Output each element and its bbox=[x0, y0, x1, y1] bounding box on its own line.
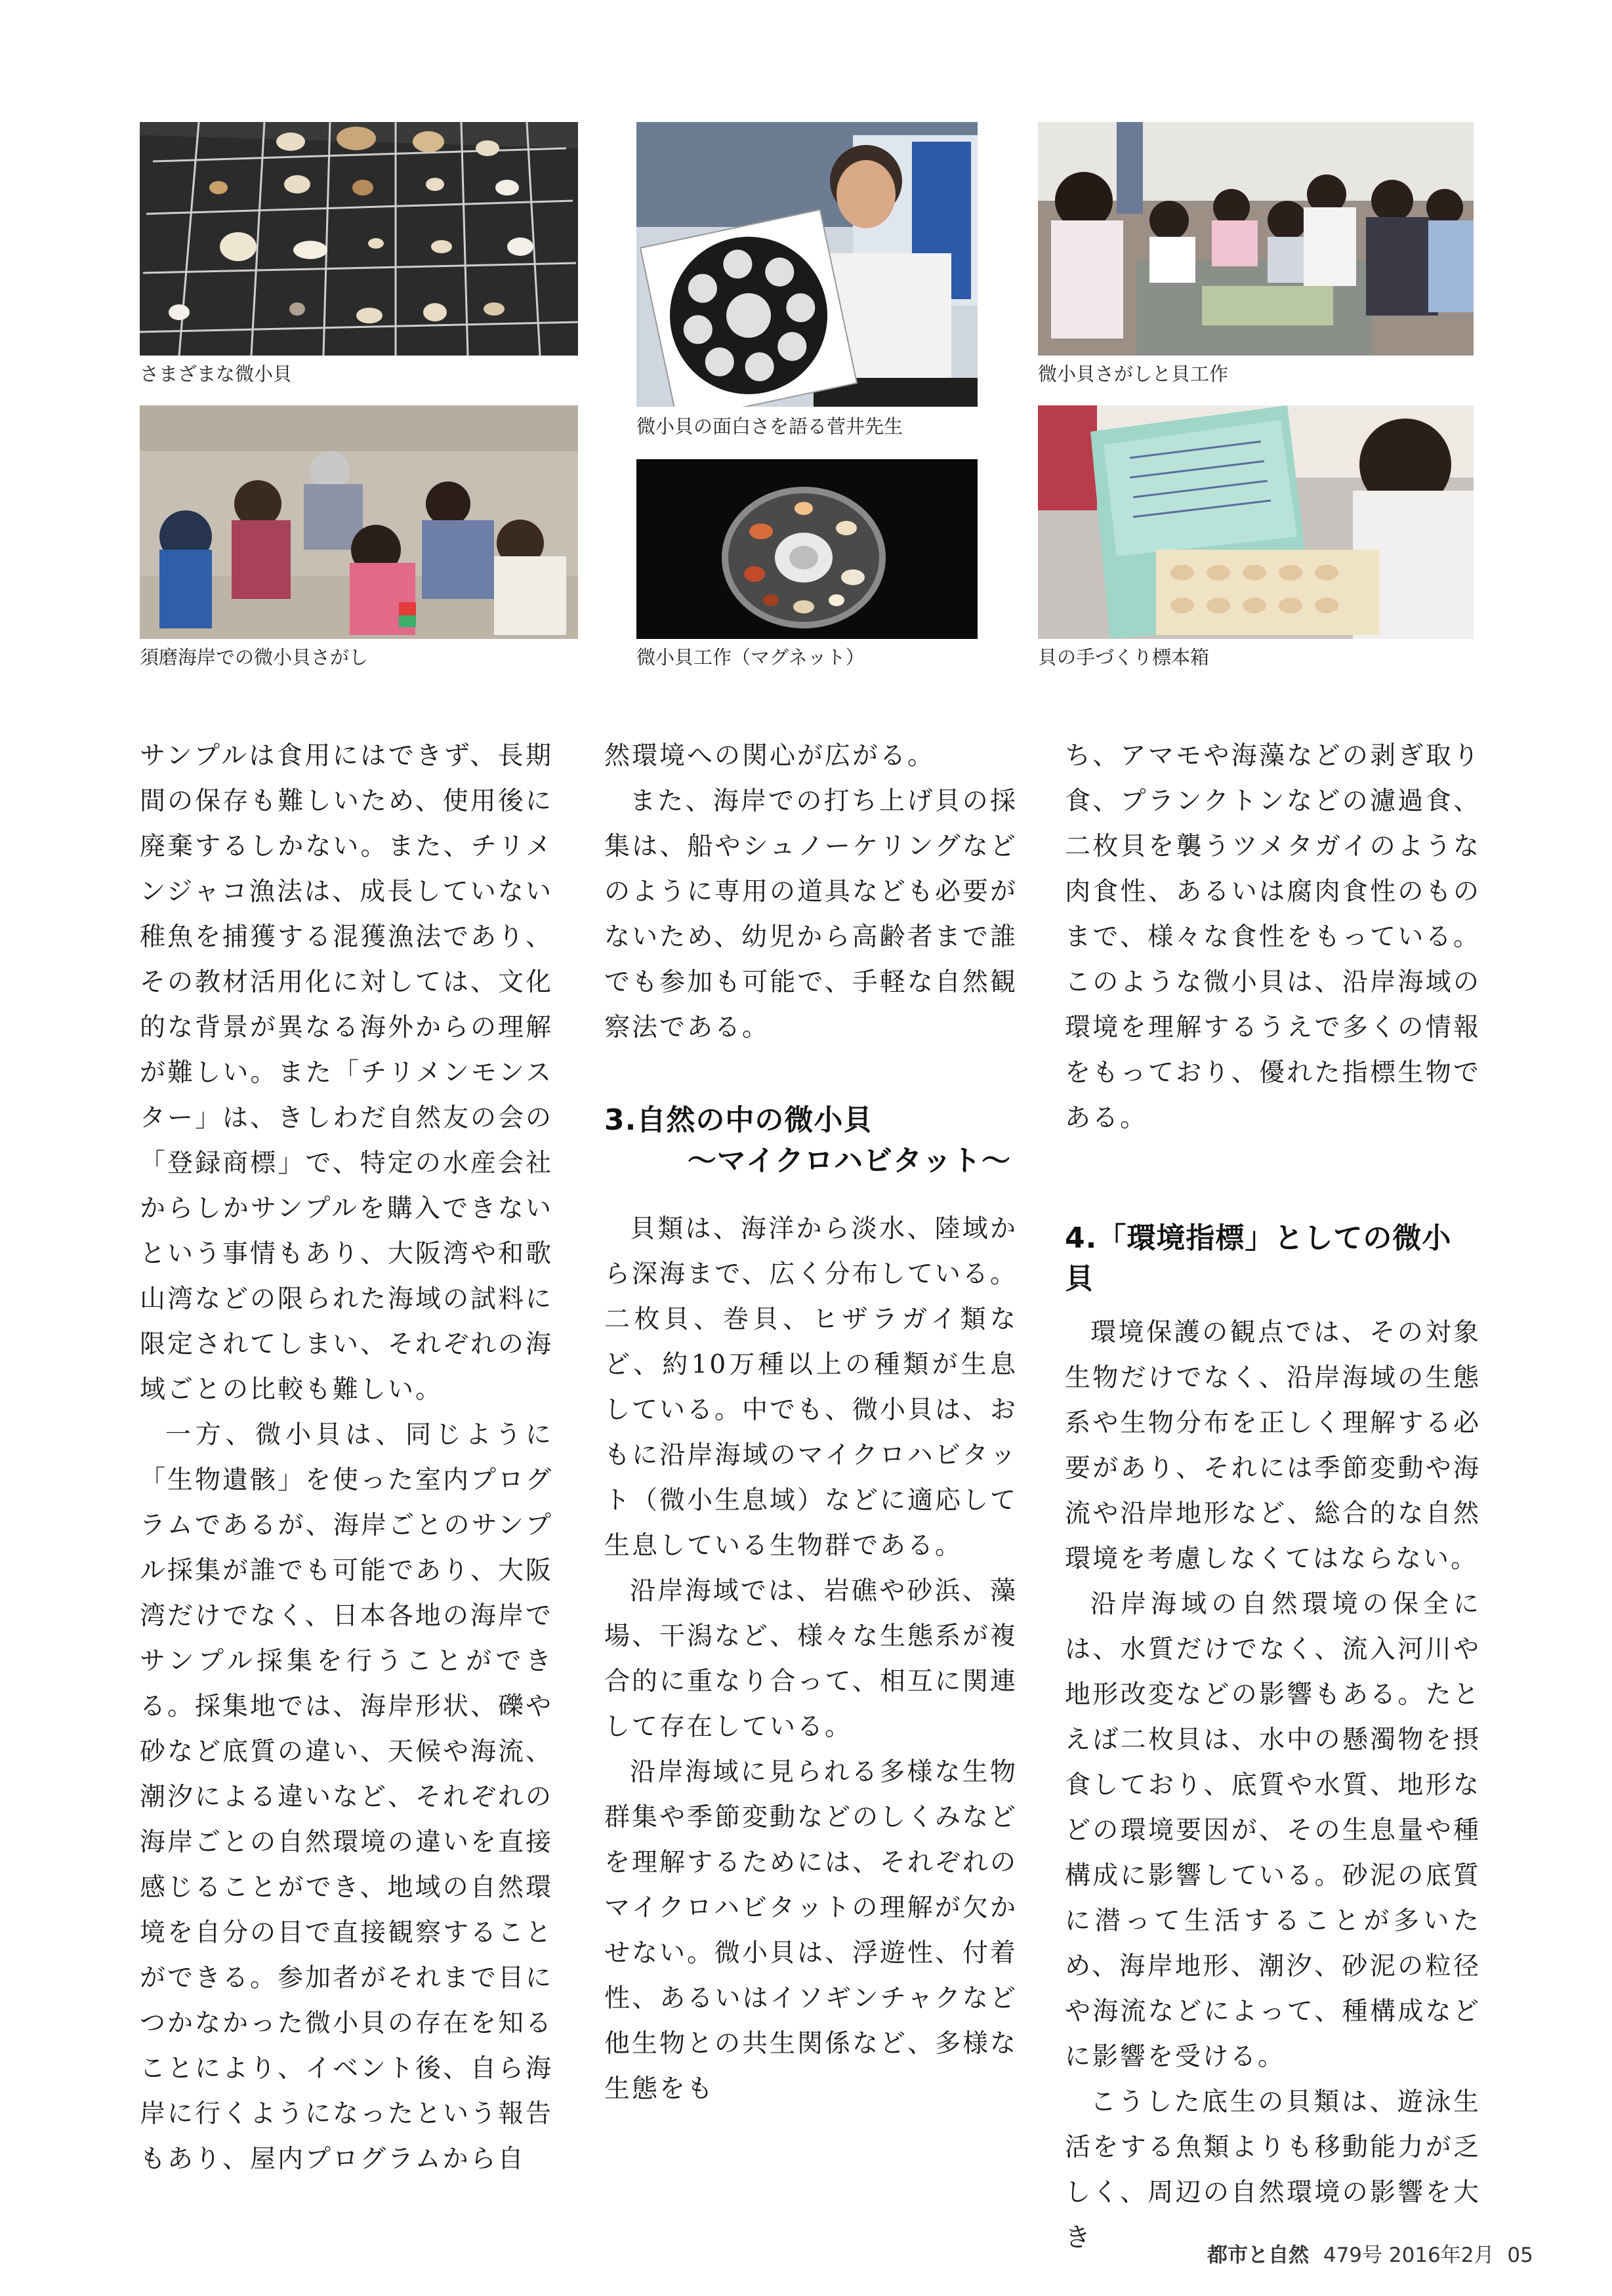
photo-caption: 貝の手づくり標本箱 bbox=[1038, 646, 1210, 668]
issue-date: 2016年2月 bbox=[1388, 2244, 1495, 2267]
photo-caption: 微小貝工作（マグネット） bbox=[636, 646, 865, 668]
photo-caption: 微小貝の面白さを語る菅井先生 bbox=[636, 415, 903, 438]
photo-caption: さまざまな微小貝 bbox=[140, 363, 293, 385]
paragraph: 然環境への関心が広がる。 bbox=[604, 741, 936, 771]
photo-teacher bbox=[636, 122, 978, 407]
section-subheading-3: 〜マイクロハビタット〜 bbox=[687, 1144, 1011, 1178]
paragraph: 沿岸海域に見られる多様な生物群集や季節変動などのしくみなどを理解するためには、それぞれのマイクロハビタットの理解が欠かせない。微小貝は、浮遊性、付着性、あるいはイソギンチャクなど他生物との共生関係など、多様な生態をも bbox=[604, 1757, 1018, 2104]
text-column-1 bbox=[140, 733, 553, 2182]
section-heading-3: 3.自然の中の微小貝 bbox=[604, 1103, 873, 1137]
photo-beach-search bbox=[140, 405, 578, 639]
page-number: 05 bbox=[1507, 2244, 1533, 2267]
paragraph: また、海岸での打ち上げ貝の採集は、船やシュノーケリングなどのように専用の道具なども必要がないため、幼児から高齢者まで誰でも参加も可能で、手軽な自然観察法である。 bbox=[604, 787, 1018, 1042]
photo-specimen-box bbox=[1038, 405, 1474, 639]
text-column-3 bbox=[1065, 733, 1481, 2261]
page-footer bbox=[1207, 2242, 1575, 2268]
paragraph: サンプルは食用にはできず、長期間の保存も難しいため、使用後に廃棄するしかない。また、チリメンジャコ漁法は、成長していない稚魚を捕獲する混獲漁法であり、その教材活用化に対しては、文化的な背景が異なる海外からの理解が難しい。また「チリメンモンスター」は、きしわだ自然友の会の「登録商標」で、特定の水産会社からしかサンプルを購入できないという事情もあり、大阪湾や和歌山湾などの限られた海域の試料に限定されてしまい、それぞれの海域ごとの比較も難しい。 bbox=[140, 741, 554, 1404]
photo-caption: 微小貝さがしと貝工作 bbox=[1038, 363, 1229, 385]
photo-caption: 須磨海岸での微小貝さがし bbox=[140, 646, 369, 668]
paragraph: ち、アマモや海藻などの剥ぎ取り食、プランクトンなどの濾過食、二枚貝を襲うツメタガイのような肉食性、あるいは腐肉食性のものまで、様々な食性をもっている。このような微小貝は、沿岸海域の環境を理解するうえで多くの情報をもっており、優れた指標生物である。 bbox=[1065, 741, 1481, 1133]
paragraph: 貝類は、海洋から淡水、陸域から深海まで、広く分布している。二枚貝、巻貝、ヒザラガイ類など、約10万種以上の種類が生息している。中でも、微小貝は、おもに沿岸海域のマイクロハビタット（微小生息域）などに適応して生息している生物群である。 bbox=[604, 1214, 1018, 1561]
paragraph: こうした底生の貝類は、遊泳生活をする魚類よりも移動能力が乏しく、周辺の自然環境の影響を大き bbox=[1065, 2087, 1481, 2253]
paragraph: 沿岸海域では、岩礁や砂浜、藻場、干潟など、様々な生態系が複合的に重なり合って、相互に関連して存在している。 bbox=[604, 1576, 1018, 1742]
paragraph: 沿岸海域の自然環境の保全には、水質だけでなく、流入河川や地形改変などの影響もある。たとえば二枚貝は、水中の懸濁物を摂食しており、底質や水質、地形などの環境要因が、その生息量や種構成に影響している。砂泥の底質に潜って生活することが多いため、海岸地形、潮汐、砂泥の粒径や海流などによって、種構成などに影響を受ける。 bbox=[1065, 1589, 1481, 2072]
section-heading-4: 4.「環境指標」としての微小貝 bbox=[1065, 1221, 1452, 1296]
text-column-2 bbox=[604, 733, 1018, 2112]
issue-number: 479号 bbox=[1323, 2244, 1383, 2267]
magazine-title: 都市と自然 bbox=[1207, 2244, 1309, 2267]
photo-workshop bbox=[1038, 122, 1474, 356]
paragraph: 環境保護の観点では、その対象生物だけでなく、沿岸海域の生態系や生物分布を正しく理解する必要があり、それには季節変動や海流や沿岸地形など、総合的な自然環境を考慮しなくてはならない。 bbox=[1065, 1318, 1481, 1574]
paragraph: 一方、微小貝は、同じように「生物遺骸」を使った室内プログラムであるが、海岸ごとのサンプル採集が誰でも可能であり、大阪湾だけでなく、日本各地の海岸でサンプル採集を行うことができる。採集地では、海岸形状、礫や砂など底質の違い、天候や海流、潮汐による違いなど、それぞれの海岸ごとの自然環境の違いを直接感じることができ、地域の自然環境を自分の目で直接観察することができる。参加者がそれまで目につかなかった微小貝の存在を知ることにより、イベント後、自ら海岸に行くようになったという報告もあり、屋内プログラムから自 bbox=[140, 1420, 554, 2174]
photo-shells-grid bbox=[140, 122, 578, 356]
photo-magnet bbox=[636, 459, 978, 639]
